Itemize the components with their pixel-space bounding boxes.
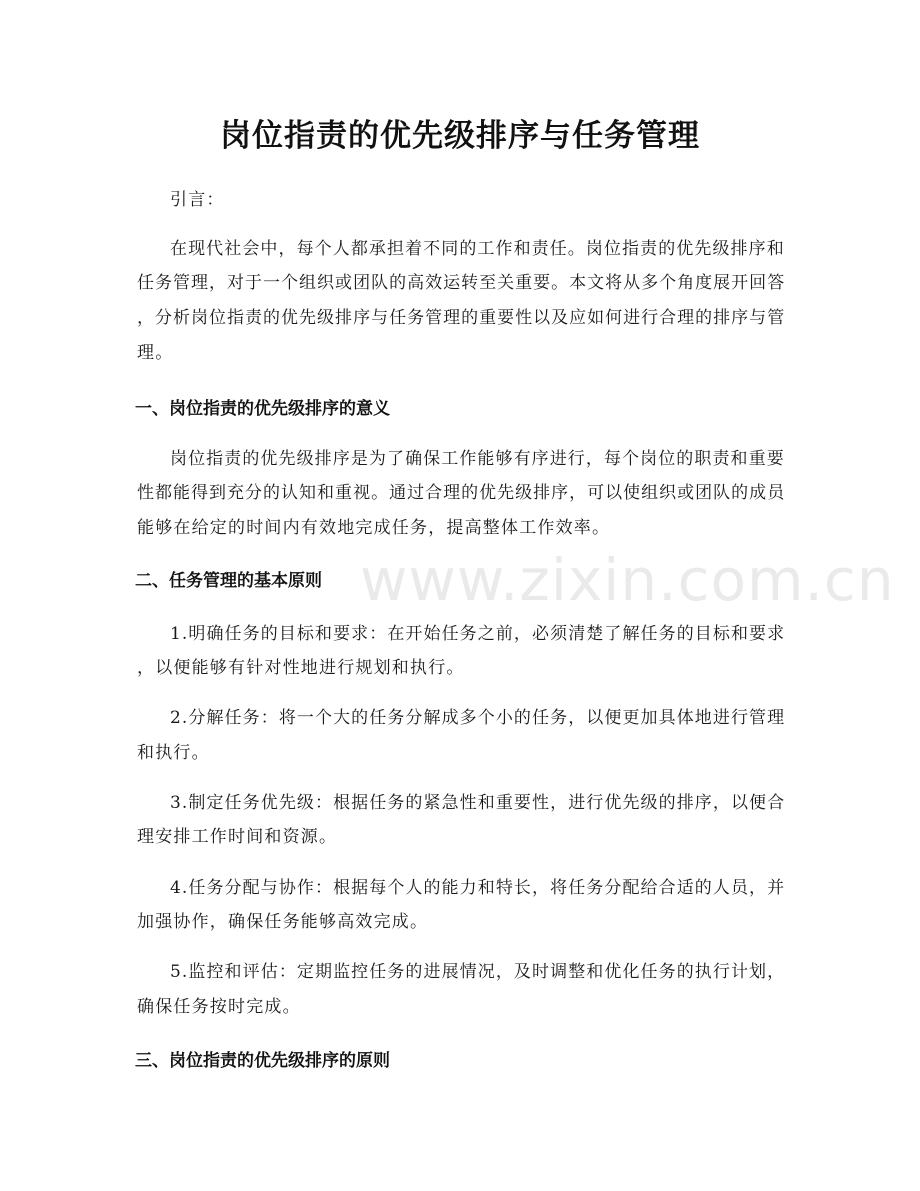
list-item-line: 5.监控和评估：定期监控任务的进展情况，及时调整和优化任务的执行计划， xyxy=(170,962,786,982)
list-item-line: 2.分解任务：将一个大的任务分解成多个小的任务，以便更加具体地进行管理 xyxy=(170,708,786,728)
section-heading-1: 一、岗位指责的优先级排序的意义 xyxy=(135,399,390,419)
section1-line: 岗位指责的优先级排序是为了确保工作能够有序进行，每个岗位的职责和重要 xyxy=(170,449,785,469)
list-item-line: ，以便能够有针对性地进行规划和执行。 xyxy=(137,658,465,678)
watermark: www.zixin.com.cn xyxy=(360,546,895,614)
document-title: 岗位指责的优先级排序与任务管理 xyxy=(220,118,700,154)
list-item-line: 和执行。 xyxy=(137,743,210,763)
section1-line: 能够在给定的时间内有效地完成任务，提高整体工作效率。 xyxy=(137,518,611,538)
intro-label: 引言： xyxy=(170,190,225,210)
section1-line: 性都能得到充分的认知和重视。通过合理的优先级排序，可以使组织或团队的成员 xyxy=(137,483,786,503)
list-item-line: 4.任务分配与协作：根据每个人的能力和特长，将任务分配给合适的人员，并 xyxy=(170,878,786,898)
list-item-line: 1.明确任务的目标和要求：在开始任务之前，必须清楚了解任务的目标和要求 xyxy=(170,624,786,644)
intro-line: ，分析岗位指责的优先级排序与任务管理的重要性以及应如何进行合理的排序与管 xyxy=(137,308,786,328)
intro-line: 任务管理，对于一个组织或团队的高效运转至关重要。本文将从多个角度展开回答 xyxy=(137,273,786,293)
list-item-line: 3.制定任务优先级：根据任务的紧急性和重要性，进行优先级的排序，以便合 xyxy=(170,793,786,813)
list-item-line: 加强协作，确保任务能够高效完成。 xyxy=(137,912,429,932)
intro-line: 理。 xyxy=(137,343,174,363)
list-item-line: 确保任务按时完成。 xyxy=(137,997,301,1017)
section-heading-3: 三、岗位指责的优先级排序的原则 xyxy=(135,1051,390,1071)
section-heading-2: 二、任务管理的基本原则 xyxy=(135,571,322,591)
list-item-line: 理安排工作时间和资源。 xyxy=(137,827,338,847)
intro-line: 在现代社会中，每个人都承担着不同的工作和责任。岗位指责的优先级排序和 xyxy=(170,239,785,259)
